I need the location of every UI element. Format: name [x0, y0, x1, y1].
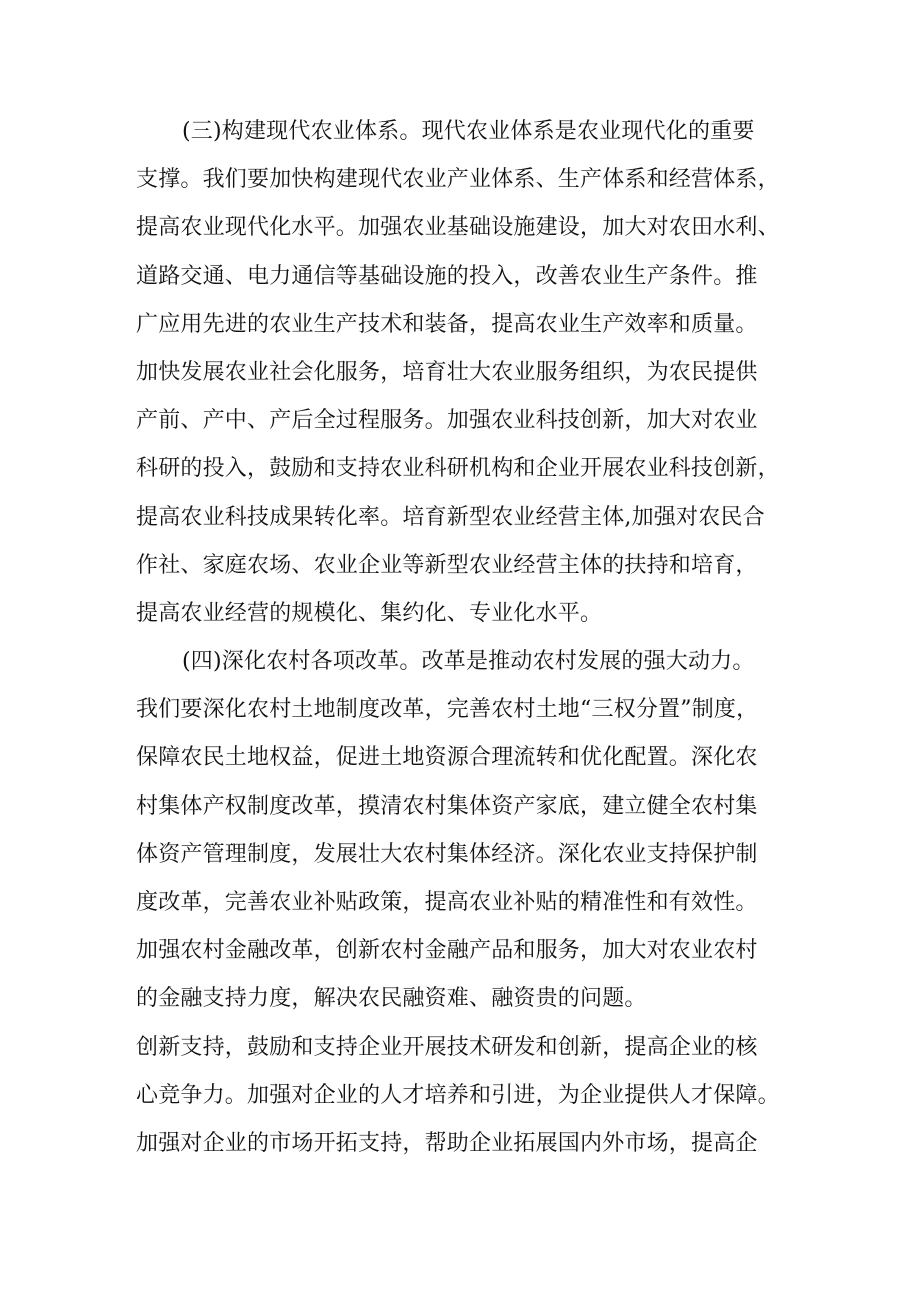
text-line: 道路交通、电力通信等基础设施的投入，改善农业生产条件。推: [136, 263, 758, 289]
text-line: 加强对企业的市场开拓支持，帮助企业拓展国内外市场，提高企: [136, 1130, 758, 1156]
text-line: 度改革，完善农业补贴政策，提高农业补贴的精准性和有效性。: [136, 890, 758, 915]
text-line: 体资产管理制度，发展壮大农村集体经济。深化农业支持保护制: [136, 841, 758, 867]
heading-line-section-4: (四)深化农村各项改革。改革是推动农村发展的强大动力。: [182, 649, 755, 675]
text-line: 加快发展农业社会化服务，培育壮大农业服务组织，为农民提供: [136, 359, 758, 385]
text-line: 作社、家庭农场、农业企业等新型农业经营主体的扶持和培育，: [136, 552, 758, 578]
text-line: 产前、产中、产后全过程服务。加强农业科技创新，加大对农业: [136, 408, 758, 434]
text-line: 提高农业现代化水平。加强农业基础设施建设，加大对农田水利、: [136, 215, 780, 241]
text-line: 我们要深化农村土地制度改革，完善农村土地“三权分置”制度，: [136, 697, 759, 723]
text-line: 心竞争力。加强对企业的人才培养和引进，为企业提供人才保障。: [136, 1082, 780, 1108]
text-line: 广应用先进的农业生产技术和装备，提高农业生产效率和质量。: [136, 311, 758, 337]
text-line: 提高农业科技成果转化率。培育新型农业经营主体,加强对农民合: [136, 504, 765, 530]
text-line: 提高农业经营的规模化、集约化、专业化水平。: [136, 600, 603, 626]
text-line: 创新支持，鼓励和支持企业开展技术研发和创新，提高企业的核: [136, 1034, 758, 1060]
document-body: [136, 108, 796, 1168]
text-line: 的金融支持力度，解决农民融资难、融资贵的问题。: [136, 986, 647, 1012]
text-line: 保障农民土地权益，促进土地资源合理流转和优化配置。深化农: [136, 745, 758, 771]
heading-line-section-3: (三)构建现代农业体系。现代农业体系是农业现代化的重要: [182, 119, 755, 144]
text-line: 加强农村金融改革，创新农村金融产品和服务，加大对农业农村: [136, 938, 758, 964]
text-line: 支撑。我们要加快构建现代农业产业体系、生产体系和经营体系，: [136, 167, 780, 193]
text-line: 科研的投入，鼓励和支持农业科研机构和企业开展农业科技创新，: [136, 456, 780, 482]
text-line: 村集体产权制度改革，摸清农村集体资产家底，建立健全农村集: [136, 793, 758, 819]
